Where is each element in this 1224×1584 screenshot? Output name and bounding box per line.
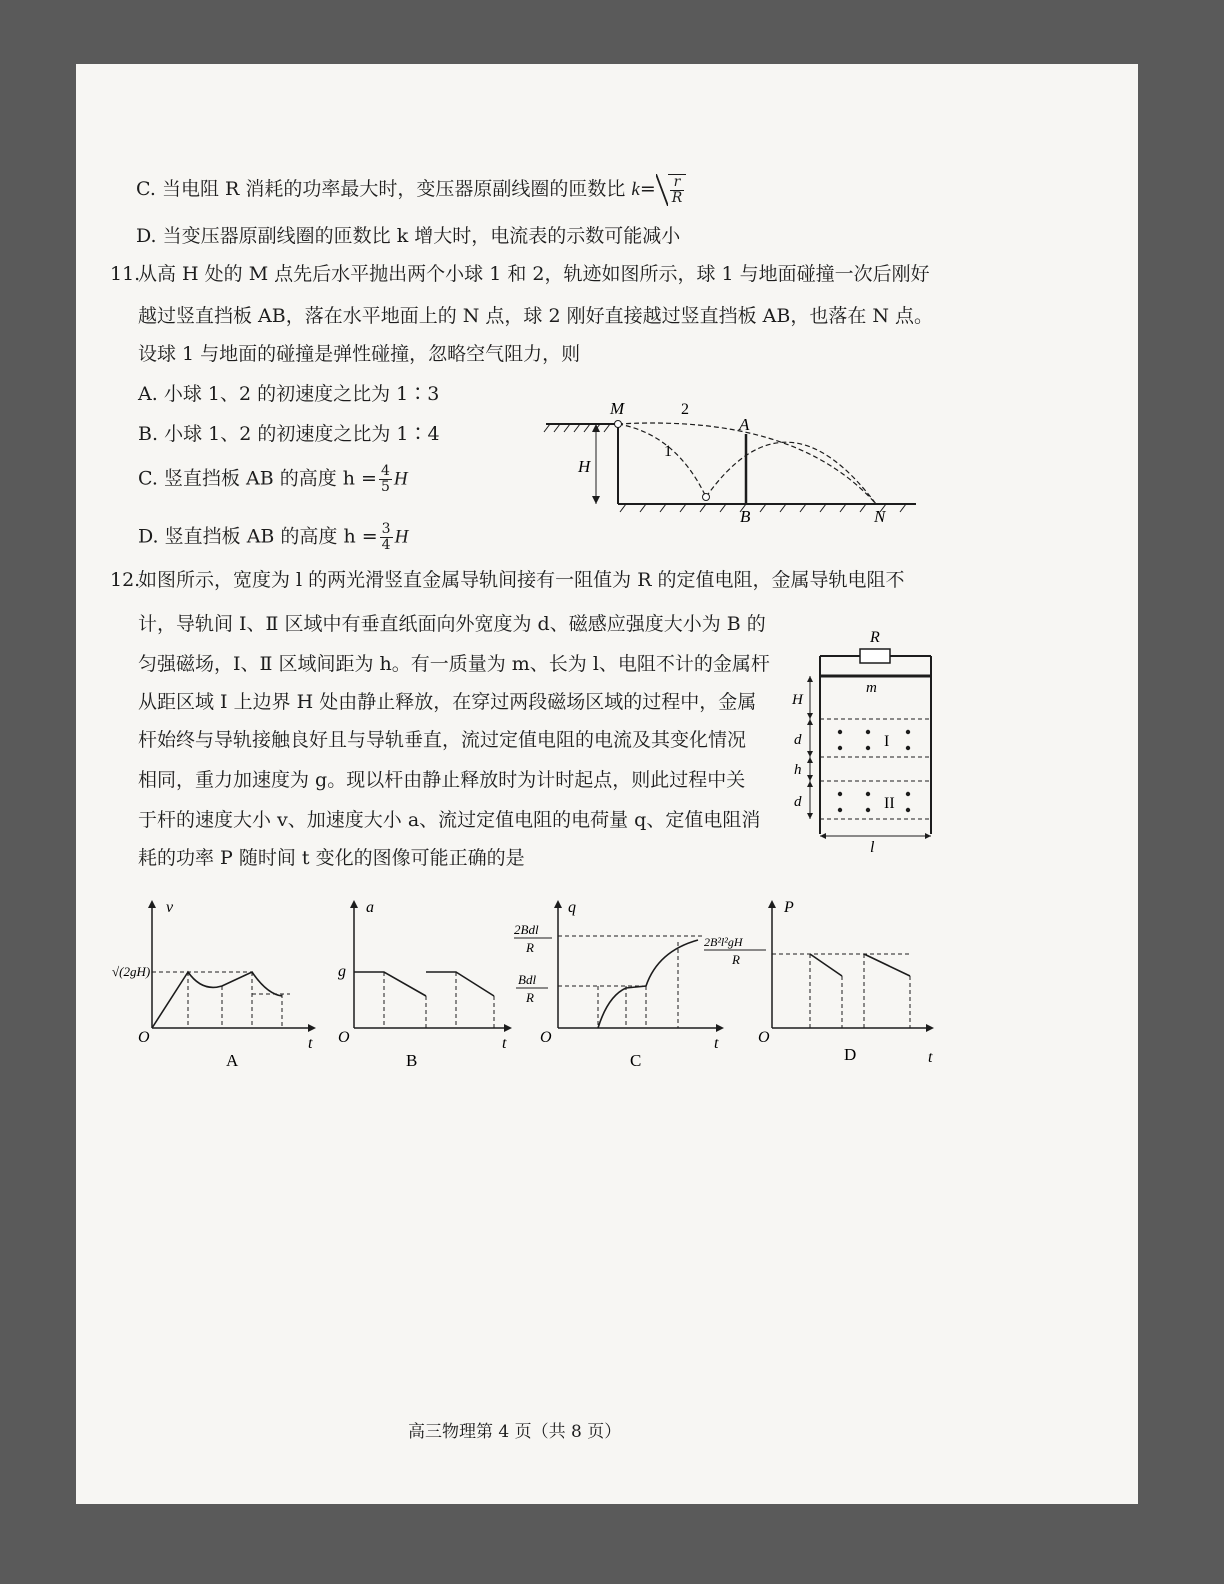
q11-line-2: 越过竖直挡板 AB，落在水平地面上的 N 点，球 2 刚好直接越过竖直挡板 AB，也落在 N 点。 — [138, 305, 934, 327]
graph-b-y-mark: g — [338, 963, 346, 980]
q11-option-c: C. 竖直挡板 AB 的高度 h = $\frac{4}{5}$ H — [138, 463, 408, 495]
graph-c-y-mark-2-den: R — [526, 990, 534, 1005]
q12-line-2: 计，导轨间 Ⅰ、Ⅱ 区域中有垂直纸面向外宽度为 d、磁感应强度大小为 B 的 — [138, 613, 766, 635]
q11-projectile-figure — [536, 394, 946, 524]
graph-c-y-mark-2-num: Bdl — [518, 972, 537, 987]
label-2: 2 — [681, 401, 689, 418]
label-d1: d — [794, 732, 802, 748]
q12-line-5: 杆始终与导轨接触良好且与导轨垂直，流过定值电阻的电流及其变化情况 — [138, 729, 747, 751]
label-N: N — [874, 507, 886, 526]
q10-option-d: D. 当变压器原副线圈的匝数比 k 增大时，电流表的示数可能减小 — [136, 225, 681, 247]
q12-line-4: 从距区域 Ⅰ 上边界 H 处由静止释放，在穿过两段磁场区域的过程中，金属 — [138, 691, 757, 713]
q11-line-1: 从高 H 处的 M 点先后水平抛出两个小球 1 和 2，轨迹如图所示，球 1 与地面碰撞一次后刚好 — [138, 263, 930, 285]
q12-line-1: 如图所示，宽度为 l 的两光滑竖直金属导轨间接有一阻值为 R 的定值电阻，金属导轨电阻不 — [138, 569, 905, 591]
label-H: H — [792, 692, 803, 708]
label-1: 1 — [664, 443, 672, 460]
q11-number: 11. — [110, 263, 141, 285]
label-M: M — [610, 399, 625, 418]
graph-b-y-label: a — [366, 899, 374, 916]
graph-b-x-label: t — [502, 1035, 507, 1052]
graph-c-x-label: t — [714, 1035, 719, 1052]
graph-b — [322, 896, 522, 1076]
graph-b-origin: O — [338, 1029, 350, 1046]
graph-a-origin: O — [138, 1029, 150, 1046]
label-A: A — [739, 415, 750, 434]
q12-line-8: 耗的功率 P 随时间 t 变化的图像可能正确的是 — [138, 847, 525, 869]
q11-option-b: B. 小球 1、2 的初速度之比为 1∶4 — [138, 423, 440, 445]
label-d2: d — [794, 794, 802, 810]
q11-option-a: A. 小球 1、2 的初速度之比为 1∶3 — [138, 383, 440, 405]
label-H: H — [578, 457, 591, 476]
graph-d-y-label: P — [784, 899, 794, 916]
graph-a-x-label: t — [308, 1035, 313, 1052]
graph-a — [112, 896, 322, 1076]
graph-c-y-mark-1-num: 2Bdl — [514, 922, 539, 937]
exam-page — [76, 64, 1138, 1504]
label-region-I: I — [884, 733, 890, 750]
graph-c-caption: C — [630, 1051, 642, 1070]
graph-c-y-mark-1-den: R — [526, 940, 534, 955]
label-h: h — [794, 762, 802, 778]
q11-line-3: 设球 1 与地面的碰撞是弹性碰撞，忽略空气阻力，则 — [138, 343, 581, 365]
q12-line-6: 相同，重力加速度为 g。现以杆由静止释放时为计时起点，则此过程中关 — [138, 769, 746, 791]
graph-b-caption: B — [406, 1051, 418, 1070]
label-R: R — [870, 629, 880, 646]
graph-d-y-mark-num: 2B²l²gH — [704, 935, 743, 949]
label-B: B — [740, 507, 751, 526]
q12-number: 12. — [110, 569, 141, 591]
q12-line-3: 匀强磁场，Ⅰ、Ⅱ 区域间距为 h。有一质量为 m、长为 l、电阻不计的金属杆 — [138, 653, 770, 675]
graph-c-origin: O — [540, 1029, 552, 1046]
graph-d-origin: O — [758, 1029, 770, 1046]
graph-a-y-label: v — [166, 899, 174, 916]
q11-option-d: D. 竖直挡板 AB 的高度 h = $\frac{3}{4}$ H — [138, 521, 409, 553]
label-l: l — [870, 839, 875, 856]
graph-a-y-mark: √(2gH) — [112, 964, 151, 979]
page-footer: 高三物理第 4 页（共 8 页） — [408, 1422, 622, 1442]
q12-line-7: 于杆的速度大小 v、加速度大小 a、流过定值电阻的电荷量 q、定值电阻消 — [138, 809, 761, 831]
q12-rail-figure — [788, 624, 948, 854]
graph-d-y-mark-den: R — [732, 952, 740, 967]
graph-a-caption: A — [226, 1051, 239, 1070]
label-m: m — [866, 680, 877, 696]
graph-d-caption: D — [844, 1045, 857, 1064]
label-region-II: II — [884, 795, 895, 812]
graph-c-y-label: q — [568, 899, 576, 916]
graph-d-x-label: t — [928, 1049, 933, 1066]
graph-d — [704, 896, 954, 1076]
q10-option-c: C. 当电阻 R 消耗的功率最大时，变压器原副线圈的匝数比 k= $\frac{r}{R}$ — [136, 174, 686, 206]
